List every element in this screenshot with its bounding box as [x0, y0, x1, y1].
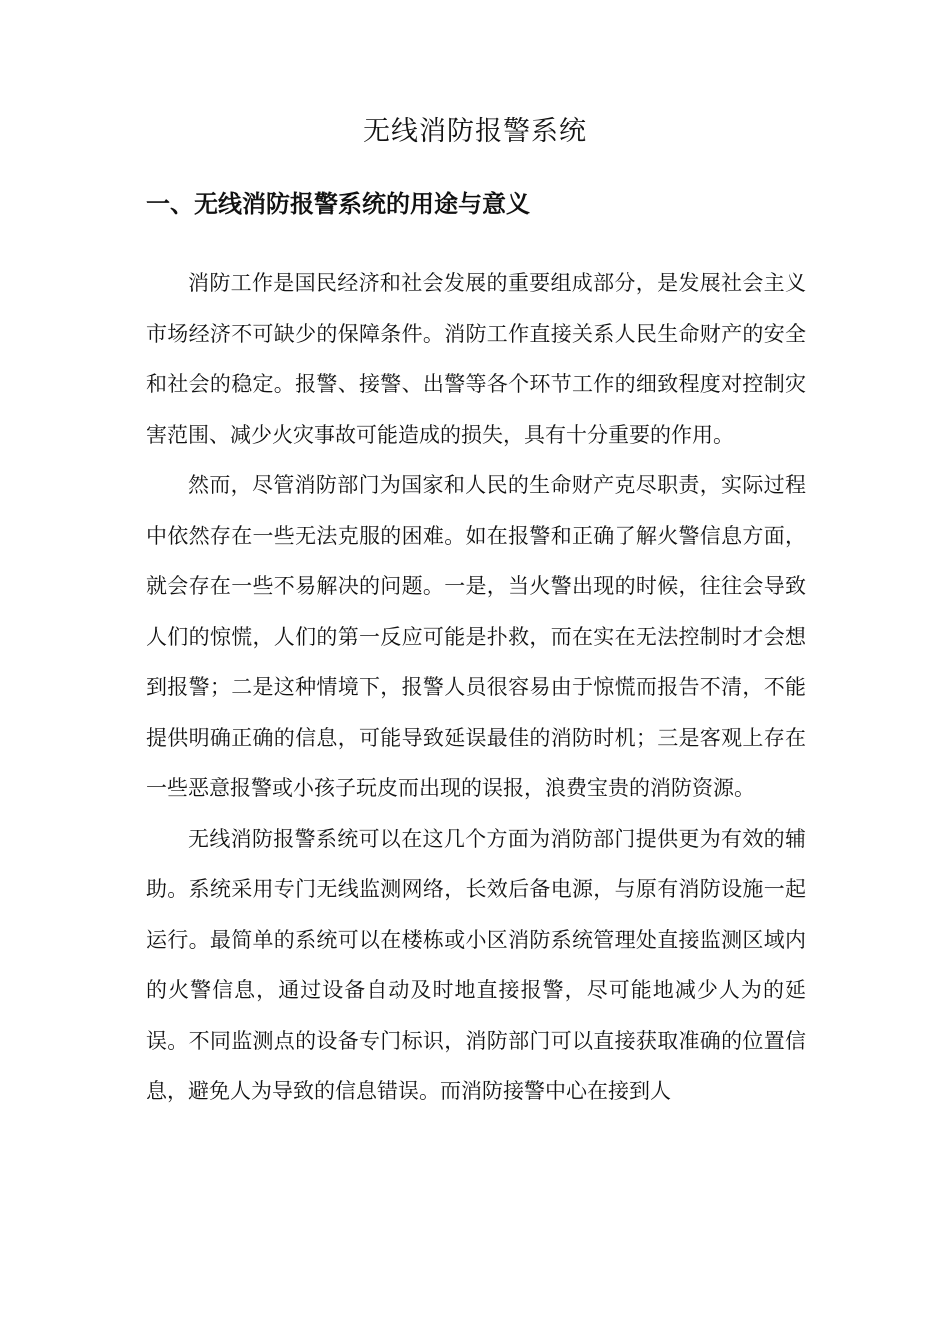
document-title: 无线消防报警系统: [363, 116, 587, 147]
paragraph-1: 消防工作是国民经济和社会发展的重要组成部分，是发展社会主义市场经济不可缺少的保障条件。消防工作直接关系人民生命财产的安全和社会的稳定。报警、接警、出警等各个环节工作的细致程度对控制灾害范围、减少火灾事故可能造成的损失，具有十分重要的作用。: [146, 271, 806, 447]
paragraph-2: 然而，尽管消防部门为国家和人民的生命财产克尽职责，实际过程中依然存在一些无法克服的困难。如在报警和正确了解火警信息方面，就会存在一些不易解决的问题。一是，当火警出现的时候，往往会导致人们的惊慌，人们的第一反应可能是扑救，而在实在无法控制时才会想到报警；二是这种情境下，报警人员很容易由于惊慌而报告不清，不能提供明确正确的信息，可能导致延误最佳的消防时机；三是客观上存在一些恶意报警或小孩子玩皮而出现的误报，浪费宝贵的消防资源。: [146, 473, 806, 800]
paragraph-3: 无线消防报警系统可以在这几个方面为消防部门提供更为有效的辅助。系统采用专门无线监测网络，长效后备电源，与原有消防设施一起运行。最简单的系统可以在楼栋或小区消防系统管理处直接监测区域内的火警信息，通过设备自动及时地直接报警，尽可能地减少人为的延误。不同监测点的设备专门标识，消防部门可以直接获取准确的位置信息，避免人为导致的信息错误。而消防接警中心在接到人: [146, 826, 806, 1103]
document-body: [146, 258, 806, 1117]
section-heading: 一、无线消防报警系统的用途与意义: [146, 190, 530, 218]
